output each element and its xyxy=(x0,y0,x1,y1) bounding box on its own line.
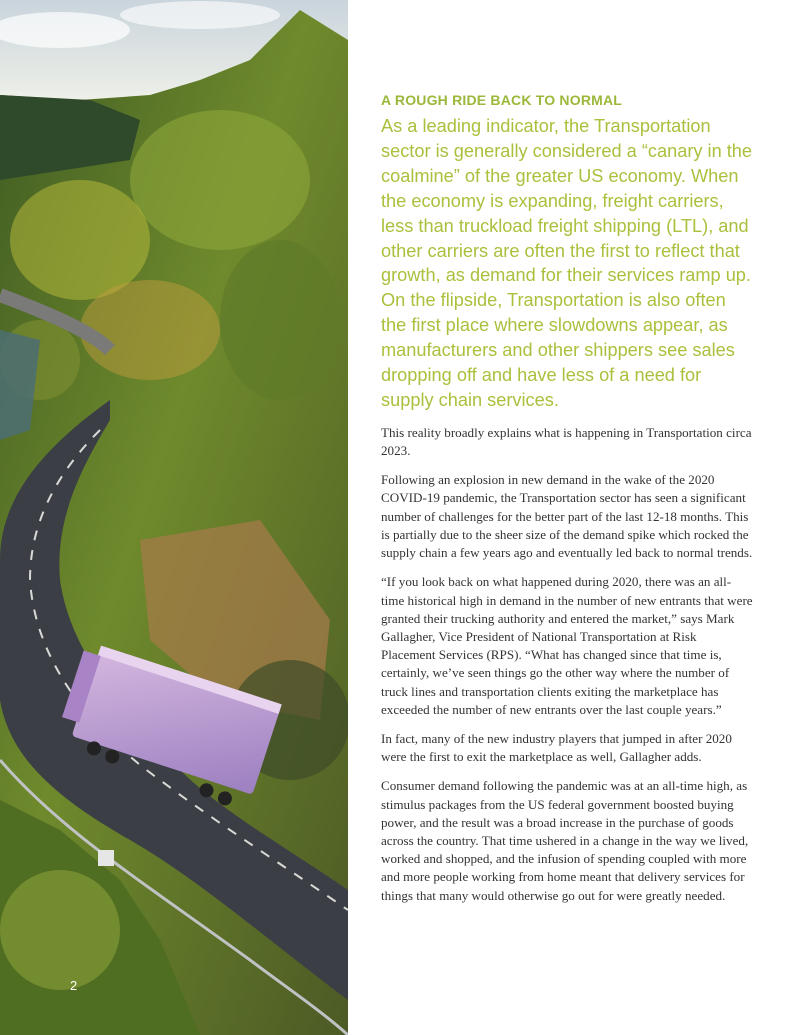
truck-highway-illustration xyxy=(0,0,348,1035)
body-paragraph: Consumer demand following the pandemic was at an all-time high, as stimulus packages from the US federal government boosted buying power, and the result was a broad increase in the purchase of goods across the country. That time ushered in a change in the way we lived, worked and shopped, and the infusion of spending coupled with more and more people working from home meant that delivery services for things that many would otherwise go out for were greatly needed. xyxy=(381,778,749,903)
hero-photo xyxy=(0,0,348,1035)
section-heading: A ROUGH RIDE BACK TO NORMAL xyxy=(381,92,623,108)
lead-paragraph: As a leading indicator, the Transportation sector is generally considered a “canary in the coalmine” of the greater US economy. When the economy is expanding, freight carriers, less than truckload freight shipping (LTL), and other carriers are often the first to reflect that growth, as demand for their services ramp up. On the flipside, Transportation is also often the first place where slowdowns appear, as manufacturers and other shippers see sales dropping off and have less of a need for supply chain services. xyxy=(381,116,753,410)
body-paragraph: This reality broadly explains what is happening in Transportation circa 2023. xyxy=(381,424,752,459)
body-paragraph: In fact, many of the new industry players that jumped in after 2020 were the first to exit the marketplace as well, Gallagher adds. xyxy=(381,730,732,765)
body-paragraph: Following an explosion in new demand in the wake of the 2020 COVID-19 pandemic, the Transportation sector has seen a significant number of challenges for the better part of the last 12-18 months. This is partially due to the sheer size of the demand spike which rocked the supply chain a few years ago and eventually led back to normal trends. xyxy=(381,472,753,561)
body-paragraph: “If you look back on what happened during 2020, there was an all-time historical high in demand in the number of new entrants that were granted their trucking authority and entered the market,” says Mark Gallagher, Vice President of National Transportation at Risk Placement Services (RPS). “What has changed since that time is, certainly, we’ve seen things go the other way where the number of truck lines and transportation clients exiting the marketplace has exceeded the number of new entrants over the last couple years.” xyxy=(381,574,753,717)
article-column xyxy=(381,92,753,916)
page-number: 2 xyxy=(70,978,78,993)
